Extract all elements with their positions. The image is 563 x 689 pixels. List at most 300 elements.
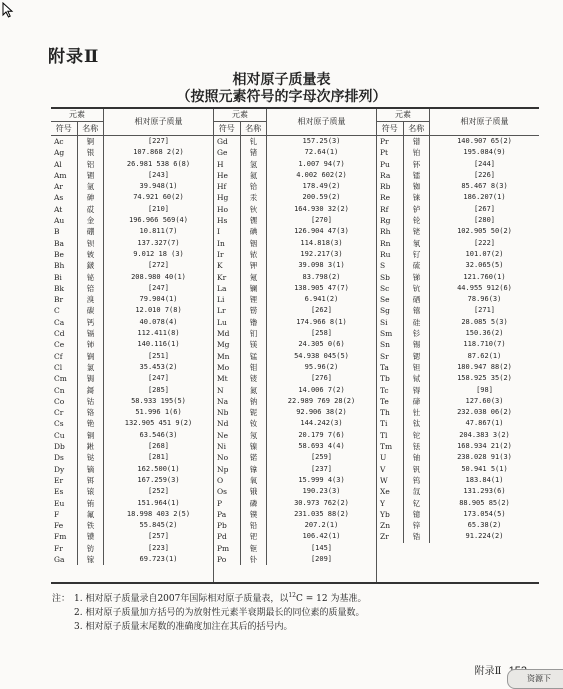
element-symbol: Tl bbox=[377, 430, 404, 441]
atomic-mass: 72.64(1) bbox=[304, 148, 339, 157]
atomic-mass: 22.989 769 28(2) bbox=[287, 396, 356, 405]
element-symbol: Er bbox=[51, 475, 78, 486]
atomic-mass: 91.224(2) bbox=[465, 532, 504, 541]
table-row bbox=[214, 385, 376, 396]
table-row bbox=[214, 520, 376, 531]
atomic-mass: 162.500(1) bbox=[137, 464, 180, 473]
atomic-mass: [257] bbox=[147, 532, 170, 541]
element-name: 铹 bbox=[241, 305, 267, 316]
element-name: 锕 bbox=[78, 136, 104, 147]
element-symbol: Ti bbox=[377, 418, 404, 429]
element-symbol: B bbox=[51, 226, 78, 237]
table-row bbox=[51, 260, 213, 271]
element-name: 铜 bbox=[78, 430, 104, 441]
atomic-mass: [98] bbox=[476, 385, 493, 394]
element-name: 钽 bbox=[404, 362, 430, 373]
table-row bbox=[51, 226, 213, 237]
element-name: 铕 bbox=[78, 498, 104, 509]
element-name: 碳 bbox=[78, 305, 104, 316]
element-symbol: K bbox=[214, 260, 241, 271]
table-row bbox=[377, 272, 539, 283]
element-name: 镄 bbox=[78, 531, 104, 542]
atomic-mass: [226] bbox=[473, 170, 496, 179]
element-symbol: Pd bbox=[214, 531, 241, 542]
atomic-mass: 157.25(3) bbox=[302, 137, 341, 145]
element-symbol: Be bbox=[51, 249, 78, 260]
element-name: 𬬭 bbox=[404, 215, 430, 226]
atomic-mass: 164.930 32(2) bbox=[294, 204, 349, 213]
element-name: 钷 bbox=[241, 543, 267, 554]
note-1-tail: C = 12 为基准。 bbox=[296, 594, 367, 604]
atomic-mass: 140.907 65(2) bbox=[457, 137, 512, 145]
atomic-mass: [247] bbox=[147, 374, 170, 383]
note-2-text: 2. 相对原子质量加方括号的为放射性元素半衰期最长的同位素的质量数。 bbox=[74, 608, 365, 618]
atomic-mass: 87.62(1) bbox=[467, 351, 502, 360]
element-symbol: Lu bbox=[214, 317, 241, 328]
element-symbol: Fr bbox=[51, 543, 78, 554]
table-row bbox=[214, 204, 376, 215]
element-symbol: Po bbox=[214, 554, 241, 565]
element-symbol: Ir bbox=[214, 249, 241, 260]
atomic-mass: 47.867(1) bbox=[465, 419, 504, 428]
element-symbol: Cl bbox=[51, 362, 78, 373]
note-1-text: 1. 相对原子质量录自2007年国际相对原子质量表，以 bbox=[74, 594, 289, 604]
table-row bbox=[377, 351, 539, 362]
name-header: 名称 bbox=[82, 124, 99, 133]
atomic-mass: 30.973 762(2) bbox=[294, 498, 349, 507]
table-block-3 bbox=[377, 109, 539, 582]
atomic-mass: 118.710(7) bbox=[463, 340, 506, 349]
element-symbol: Ta bbox=[377, 362, 404, 373]
element-symbol: Si bbox=[377, 317, 404, 328]
table-row bbox=[377, 531, 539, 542]
note-prefix: 注： bbox=[52, 594, 71, 604]
element-name: 钕 bbox=[241, 418, 267, 429]
table-row bbox=[51, 362, 213, 373]
atomic-mass: 178.49(2) bbox=[302, 182, 341, 191]
table-row bbox=[377, 486, 539, 497]
atomic-mass: 65.38(2) bbox=[467, 521, 502, 530]
table-row bbox=[214, 430, 376, 441]
table-row bbox=[214, 147, 376, 158]
element-name: 铌 bbox=[241, 407, 267, 418]
element-name: 𨨏 bbox=[78, 260, 104, 271]
element-name: 锑 bbox=[404, 272, 430, 283]
element-symbol: Yb bbox=[377, 509, 404, 520]
table-row bbox=[51, 170, 213, 181]
element-name: 氮 bbox=[241, 385, 267, 396]
notes bbox=[52, 589, 366, 634]
table-row bbox=[377, 294, 539, 305]
table-row bbox=[214, 317, 376, 328]
element-symbol: Np bbox=[214, 464, 241, 475]
table-row bbox=[214, 159, 376, 170]
table-row bbox=[51, 215, 213, 226]
table-row bbox=[214, 498, 376, 509]
table-row bbox=[214, 238, 376, 249]
table-row bbox=[51, 328, 213, 339]
element-name: 锰 bbox=[241, 351, 267, 362]
element-symbol: I bbox=[214, 226, 241, 237]
atomic-mass: 158.925 35(2) bbox=[457, 374, 512, 383]
table-row bbox=[214, 272, 376, 283]
atomic-mass: 238.028 91(3) bbox=[457, 453, 512, 462]
element-name: 锘 bbox=[241, 452, 267, 463]
atomic-mass: 138.905 47(7) bbox=[294, 283, 349, 292]
table-row bbox=[214, 475, 376, 486]
atomic-mass: 18.998 403 2(5) bbox=[126, 509, 191, 518]
table-block-2 bbox=[214, 109, 377, 582]
atomic-mass: 32.065(5) bbox=[465, 261, 504, 270]
element-symbol: Cd bbox=[51, 328, 78, 339]
element-name: 铥 bbox=[404, 441, 430, 452]
element-name: 铑 bbox=[404, 226, 430, 237]
element-symbol: Cf bbox=[51, 351, 78, 362]
atomic-mass: 88.905 85(2) bbox=[459, 498, 510, 507]
element-symbol: Ca bbox=[51, 317, 78, 328]
table-row bbox=[214, 339, 376, 350]
element-name: 镁 bbox=[241, 339, 267, 350]
table-row bbox=[51, 305, 213, 316]
table-row bbox=[51, 238, 213, 249]
note-1 bbox=[52, 589, 366, 606]
table-row bbox=[51, 407, 213, 418]
element-symbol: Nd bbox=[214, 418, 241, 429]
atomic-mass: 95.96(2) bbox=[304, 362, 339, 371]
element-name: 铀 bbox=[404, 452, 430, 463]
atomic-mass: 83.798(2) bbox=[302, 272, 341, 281]
element-symbol: W bbox=[377, 475, 404, 486]
element-name: 钐 bbox=[404, 328, 430, 339]
mass-header: 相对原子质量 bbox=[460, 117, 509, 126]
table-header bbox=[51, 109, 213, 136]
table-row bbox=[51, 531, 213, 542]
atomic-mass: 200.59(2) bbox=[302, 193, 341, 202]
element-name: 镍 bbox=[241, 441, 267, 452]
element-symbol: Mg bbox=[214, 339, 241, 350]
table-row bbox=[214, 351, 376, 362]
table-row bbox=[51, 204, 213, 215]
element-symbol: He bbox=[214, 170, 241, 181]
table-row bbox=[51, 159, 213, 170]
element-symbol: Sn bbox=[377, 339, 404, 350]
table-row bbox=[377, 226, 539, 237]
atomic-mass: 106.42(1) bbox=[302, 532, 341, 541]
element-symbol: Ru bbox=[377, 249, 404, 260]
element-symbol: Cu bbox=[51, 430, 78, 441]
atomic-mass: 127.60(3) bbox=[465, 396, 504, 405]
table-row bbox=[377, 305, 539, 316]
element-name: 铱 bbox=[241, 249, 267, 260]
table-row bbox=[214, 441, 376, 452]
atomic-mass: [251] bbox=[147, 351, 170, 360]
element-name: 𬬻 bbox=[404, 204, 430, 215]
atomic-mass: [262] bbox=[310, 306, 333, 315]
element-name: 钔 bbox=[241, 328, 267, 339]
element-symbol: Ds bbox=[51, 452, 78, 463]
atomic-mass: 207.2(1) bbox=[304, 521, 339, 530]
element-symbol: Sm bbox=[377, 328, 404, 339]
element-header bbox=[51, 109, 104, 135]
element-symbol: Sr bbox=[377, 351, 404, 362]
element-symbol: Pa bbox=[214, 509, 241, 520]
element-name: 镨 bbox=[404, 136, 430, 147]
element-name: 镭 bbox=[404, 170, 430, 181]
element-symbol: Pt bbox=[377, 147, 404, 158]
table-row bbox=[51, 509, 213, 520]
atomic-mass: 112.411(8) bbox=[137, 329, 180, 338]
atomic-mass: [237] bbox=[310, 464, 333, 473]
table-row bbox=[51, 351, 213, 362]
atomic-mass: 137.327(7) bbox=[137, 238, 180, 247]
appendix-title: 附录Ⅱ bbox=[48, 47, 100, 67]
element-symbol: P bbox=[214, 498, 241, 509]
mass-header: 相对原子质量 bbox=[297, 117, 346, 126]
element-name: 铂 bbox=[404, 147, 430, 158]
table-row bbox=[214, 373, 376, 384]
element-name: 钒 bbox=[404, 464, 430, 475]
atomic-mass: [247] bbox=[147, 283, 170, 292]
element-symbol: H bbox=[214, 159, 241, 170]
table-row bbox=[377, 147, 539, 158]
element-symbol: Os bbox=[214, 486, 241, 497]
atomic-mass: 180.947 88(2) bbox=[457, 362, 512, 371]
symbol-header: 符号 bbox=[214, 122, 241, 135]
element-symbol: At bbox=[51, 204, 78, 215]
atomic-mass: 79.904(1) bbox=[139, 295, 178, 304]
table-row bbox=[377, 464, 539, 475]
atomic-mass: 58.933 195(5) bbox=[131, 396, 186, 405]
element-name: 镅 bbox=[78, 170, 104, 181]
atomic-mass: 173.054(5) bbox=[463, 509, 506, 518]
element-header bbox=[214, 109, 267, 135]
resource-download-tab[interactable]: 资源下 bbox=[507, 669, 563, 689]
element-symbol: Fm bbox=[51, 531, 78, 542]
table-row bbox=[51, 418, 213, 429]
element-symbol: Rn bbox=[377, 238, 404, 249]
atomic-mass: [267] bbox=[473, 204, 496, 213]
table-row bbox=[377, 396, 539, 407]
element-name: 氦 bbox=[241, 170, 267, 181]
element-symbol: Ag bbox=[51, 147, 78, 158]
element-symbol: Re bbox=[377, 192, 404, 203]
element-name: 氢 bbox=[241, 159, 267, 170]
element-name: 镓 bbox=[78, 554, 104, 565]
atomic-mass: 114.818(3) bbox=[300, 238, 343, 247]
atomic-mass: 78.96(3) bbox=[467, 295, 502, 304]
element-name: 氙 bbox=[404, 486, 430, 497]
element-name: 铒 bbox=[78, 475, 104, 486]
atomic-mass: 39.948(1) bbox=[139, 182, 178, 191]
atomic-mass: 14.006 7(2) bbox=[298, 385, 345, 394]
element-symbol: Cm bbox=[51, 373, 78, 384]
element-name: 镥 bbox=[241, 317, 267, 328]
name-header: 名称 bbox=[245, 124, 262, 133]
atomic-mass: 195.084(9) bbox=[463, 148, 506, 157]
atomic-mass: 126.904 47(3) bbox=[294, 227, 349, 236]
table-row bbox=[51, 272, 213, 283]
element-symbol: Y bbox=[377, 498, 404, 509]
element-symbol: Cn bbox=[51, 385, 78, 396]
element-symbol: Cr bbox=[51, 407, 78, 418]
element-name: 铬 bbox=[78, 407, 104, 418]
table-row bbox=[51, 554, 213, 565]
atomic-mass: 232.038 06(2) bbox=[457, 408, 512, 417]
atomic-mass: [285] bbox=[147, 385, 170, 394]
element-name: 钪 bbox=[404, 283, 430, 294]
element-symbol: Pb bbox=[214, 520, 241, 531]
table-row bbox=[377, 136, 539, 147]
atomic-mass: 102.905 50(2) bbox=[457, 227, 512, 236]
element-name: 铁 bbox=[78, 520, 104, 531]
element-name: 碲 bbox=[404, 396, 430, 407]
element-name: 钚 bbox=[404, 159, 430, 170]
atomic-mass: [276] bbox=[310, 374, 333, 383]
element-symbol: Tc bbox=[377, 385, 404, 396]
atomic-mass: 190.23(3) bbox=[302, 487, 341, 496]
atomic-mass: 4.002 602(2) bbox=[296, 170, 347, 179]
table-row bbox=[51, 464, 213, 475]
element-symbol: Pm bbox=[214, 543, 241, 554]
atomic-mass: 174.966 8(1) bbox=[296, 317, 347, 326]
table-row bbox=[214, 543, 376, 554]
table-row bbox=[51, 475, 213, 486]
table-row bbox=[51, 543, 213, 554]
element-name: 铷 bbox=[404, 181, 430, 192]
table-block-1 bbox=[51, 109, 214, 582]
element-symbol: F bbox=[51, 509, 78, 520]
table-row bbox=[377, 475, 539, 486]
table-row bbox=[51, 452, 213, 463]
atomic-mass: 85.467 8(3) bbox=[461, 182, 508, 191]
atomic-mass: [227] bbox=[147, 137, 170, 145]
table-row bbox=[214, 305, 376, 316]
table-row bbox=[214, 396, 376, 407]
element-name: 金 bbox=[78, 215, 104, 226]
element-symbol: Zr bbox=[377, 531, 404, 542]
table-row bbox=[214, 260, 376, 271]
element-name: 氖 bbox=[241, 430, 267, 441]
element-name: 银 bbox=[78, 147, 104, 158]
element-name: 锶 bbox=[404, 351, 430, 362]
element-symbol: Ni bbox=[214, 441, 241, 452]
element-name: 镧 bbox=[241, 283, 267, 294]
element-name: 鿏 bbox=[241, 373, 267, 384]
table-row bbox=[214, 328, 376, 339]
atomic-mass-table bbox=[51, 107, 539, 584]
element-name: 氪 bbox=[241, 272, 267, 283]
atomic-mass: 1.007 94(7) bbox=[298, 159, 345, 168]
name-header: 名称 bbox=[408, 124, 425, 133]
element-symbol: Ac bbox=[51, 136, 78, 147]
element-symbol: O bbox=[214, 475, 241, 486]
atomic-mass: 50.941 5(1) bbox=[461, 464, 508, 473]
mass-header: 相对原子质量 bbox=[134, 117, 183, 126]
atomic-mass: 231.035 88(2) bbox=[294, 509, 349, 518]
element-symbol: Rg bbox=[377, 215, 404, 226]
atomic-mass: 92.906 38(2) bbox=[296, 408, 347, 417]
element-name: 钍 bbox=[404, 407, 430, 418]
element-name: 钾 bbox=[241, 260, 267, 271]
atomic-mass: 144.242(3) bbox=[300, 419, 343, 428]
element-symbol: Md bbox=[214, 328, 241, 339]
atomic-mass: [268] bbox=[147, 442, 170, 451]
element-name: 镤 bbox=[241, 509, 267, 520]
element-symbol: Tm bbox=[377, 441, 404, 452]
atomic-mass: 58.693 4(4) bbox=[298, 442, 345, 451]
element-symbol: No bbox=[214, 452, 241, 463]
element-name: 𨧀 bbox=[78, 441, 104, 452]
atomic-mass: [223] bbox=[147, 543, 170, 552]
element-name: 硼 bbox=[78, 226, 104, 237]
element-symbol: Th bbox=[377, 407, 404, 418]
element-name: 锿 bbox=[78, 486, 104, 497]
atomic-mass: [258] bbox=[310, 329, 333, 338]
table-title: 相对原子质量表 bbox=[232, 72, 331, 88]
table-row bbox=[377, 192, 539, 203]
table-row bbox=[377, 181, 539, 192]
element-name: 锗 bbox=[241, 147, 267, 158]
symbol-header: 符号 bbox=[377, 122, 404, 135]
element-symbol: Am bbox=[51, 170, 78, 181]
atomic-mass: [252] bbox=[147, 487, 170, 496]
atomic-mass: [209] bbox=[310, 554, 333, 563]
table-row bbox=[51, 396, 213, 407]
atomic-mass: [222] bbox=[473, 238, 496, 247]
element-name: 铋 bbox=[78, 272, 104, 283]
element-symbol: La bbox=[214, 283, 241, 294]
element-name: 锇 bbox=[241, 486, 267, 497]
table-row bbox=[377, 385, 539, 396]
element-name: 𫟼 bbox=[78, 452, 104, 463]
element-symbol: Cs bbox=[51, 418, 78, 429]
atomic-mass: [271] bbox=[473, 306, 496, 315]
element-symbol: As bbox=[51, 192, 78, 203]
atomic-mass: 6.941(2) bbox=[304, 295, 339, 304]
element-name: 钡 bbox=[78, 238, 104, 249]
atomic-mass: 20.179 7(6) bbox=[298, 430, 345, 439]
element-symbol: Br bbox=[51, 294, 78, 305]
element-name: 钌 bbox=[404, 249, 430, 260]
atomic-mass: [145] bbox=[310, 543, 333, 552]
element-name: 氩 bbox=[78, 181, 104, 192]
element-name: 钆 bbox=[241, 136, 267, 147]
element-name: 硫 bbox=[404, 260, 430, 271]
atomic-mass: 51.996 1(6) bbox=[135, 408, 182, 417]
mouse-cursor-icon bbox=[2, 2, 14, 18]
atomic-mass: 183.84(1) bbox=[465, 475, 504, 484]
element-name: 锆 bbox=[404, 531, 430, 542]
table-header bbox=[214, 109, 376, 136]
element-name: 镎 bbox=[241, 464, 267, 475]
element-symbol: Pu bbox=[377, 159, 404, 170]
table-row bbox=[51, 520, 213, 531]
atomic-mass: 63.546(3) bbox=[139, 430, 178, 439]
element-name: 铝 bbox=[78, 159, 104, 170]
element-symbol: Ne bbox=[214, 430, 241, 441]
table-row bbox=[51, 147, 213, 158]
element-symbol: Sb bbox=[377, 272, 404, 283]
element-name: 钠 bbox=[241, 396, 267, 407]
element-symbol: Ge bbox=[214, 147, 241, 158]
table-row bbox=[51, 498, 213, 509]
atomic-mass: [259] bbox=[310, 453, 333, 462]
atomic-mass: 204.383 3(2) bbox=[459, 430, 510, 439]
element-symbol: Bk bbox=[51, 283, 78, 294]
table-row bbox=[51, 249, 213, 260]
atomic-mass: [281] bbox=[147, 453, 170, 462]
table-row bbox=[214, 418, 376, 429]
